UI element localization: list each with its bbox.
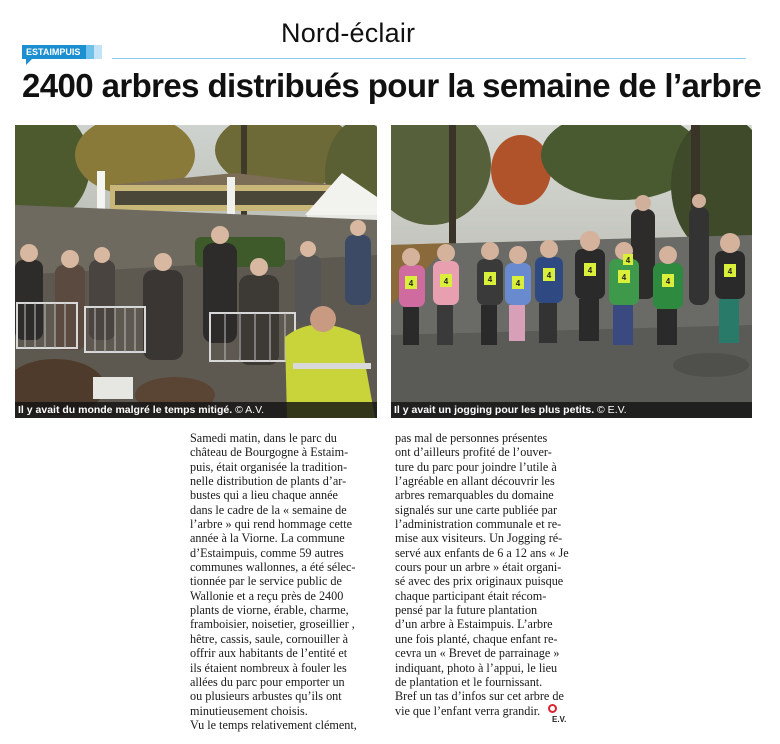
text-line: hêtre, cassis, saule, cornouiller à xyxy=(190,631,349,646)
article-column-2 xyxy=(395,431,573,718)
bib-number: 4 xyxy=(546,271,552,280)
text-line: plants de viorne, érable, charme, xyxy=(190,603,349,618)
photo-tree-distribution-image xyxy=(15,125,377,418)
photo-caption xyxy=(391,402,752,418)
text-line: pensé par la future plantation xyxy=(395,603,538,618)
author-signature xyxy=(548,704,567,724)
article-column-1 xyxy=(190,431,368,732)
text-line: cours pour un arbre » était organi- xyxy=(395,560,562,575)
text-line: d’Estaimpuis, comme 59 autres xyxy=(190,545,344,560)
bib-number: 4 xyxy=(621,273,627,282)
text-line: Bref un tas d’infos sur cet arbre de xyxy=(395,689,564,704)
bib-number: 4 xyxy=(515,279,521,288)
text-line: Wallonie et a reçu près de 2400 xyxy=(190,588,344,603)
text-line: framboisier, noisetier, groseillier , xyxy=(190,617,355,632)
text-line: arbres remarquables du domaine xyxy=(395,488,554,503)
text-line: nelle distribution de plants d’ar- xyxy=(190,474,347,489)
text-line: ils étaient nombreux à fouler les xyxy=(190,660,347,675)
photo-caption-text: Il y avait un jogging pour les plus petits. xyxy=(394,404,595,416)
text-line: ont d’ailleurs profité de l’ouver- xyxy=(395,445,552,460)
signature-mark-icon xyxy=(548,704,557,713)
text-line: l’agréable en allant découvrir les xyxy=(395,474,555,489)
text-line: l’administration communale et re- xyxy=(395,517,562,532)
text-line: pas mal de personnes présentes xyxy=(395,431,548,445)
text-line: année à la Viorne. La commune xyxy=(190,531,345,546)
section-tag-stripe xyxy=(86,45,94,59)
text-line: tionnée par le service public de xyxy=(190,574,342,589)
text-line: bustes qui a lieu chaque année xyxy=(190,488,338,503)
text-line: communes wallonnes, a été sélec- xyxy=(190,560,356,575)
text-line: Vu le temps relativement clément, xyxy=(190,717,357,732)
bib-number: 4 xyxy=(487,275,493,284)
text-line: une fois planté, chaque enfant re- xyxy=(395,631,558,646)
text-line: offrir aux habitants de l’entité et xyxy=(190,646,348,661)
text-line: chaque participant était récom- xyxy=(395,588,547,603)
text-line: d’un arbre à Estaimpuis. L’arbre xyxy=(395,617,553,632)
text-line: sé avec des prix originaux puisque xyxy=(395,574,564,589)
bib-number: 4 xyxy=(727,267,733,276)
section-label: ESTAIMPUIS xyxy=(22,45,86,59)
section-rule xyxy=(112,58,746,59)
text-line: l’arbre » qui rend hommage cette xyxy=(190,517,353,532)
text-line: de plantation et le fournissant. xyxy=(395,674,543,689)
text-line: Samedi matin, dans le parc du xyxy=(190,431,337,445)
text-line: château de Bourgogne à Estaim- xyxy=(190,445,349,460)
text-line: vie que l’enfant verra grandir. xyxy=(395,703,541,718)
article-headline: 2400 arbres distribués pour la semaine de l’arbre xyxy=(22,67,762,104)
bib-number: 4 xyxy=(443,277,449,286)
section-tag-stripe xyxy=(94,45,102,59)
newspaper-masthead: Nord-éclair xyxy=(281,18,416,48)
photo-credit: © E.V. xyxy=(597,404,627,416)
text-line: dans le cadre de la « semaine de xyxy=(190,502,347,517)
photo-children-jogging-image xyxy=(391,125,752,418)
photo-tree-distribution xyxy=(15,125,377,418)
photo-caption xyxy=(15,402,377,418)
author-initials: E.V. xyxy=(552,715,567,724)
photo-children-jogging xyxy=(391,125,752,418)
text-line: puis, était organisée la tradition- xyxy=(190,459,348,474)
text-line: minutieusement choisis. xyxy=(190,703,308,718)
text-line: cevra un « Brevet de parrainage » xyxy=(395,646,560,661)
section-tag xyxy=(22,45,102,59)
text-line: servé aux enfants de 6 a 12 ans « Je xyxy=(395,545,569,560)
photo-caption-text: Il y avait du monde malgré le temps mitigé. xyxy=(18,404,233,416)
bib-number: 4 xyxy=(408,279,414,288)
text-line: ou plusieurs arbustes qu’ils ont xyxy=(190,689,342,704)
bib-number: 4 xyxy=(625,256,631,265)
text-line: indiquant, photo à l’appui, le lieu xyxy=(395,660,558,675)
text-line: signalés sur une carte publiée par xyxy=(395,502,558,517)
photo-credit: © A.V. xyxy=(235,404,265,416)
text-line: ture du parc pour joindre l’utile à xyxy=(395,459,557,474)
text-line: allées du parc pour emporter un xyxy=(190,674,345,689)
bib-number: 4 xyxy=(587,266,593,275)
bib-number: 4 xyxy=(665,277,671,286)
text-line: mise aux visiteurs. Un Jogging ré- xyxy=(395,531,563,546)
